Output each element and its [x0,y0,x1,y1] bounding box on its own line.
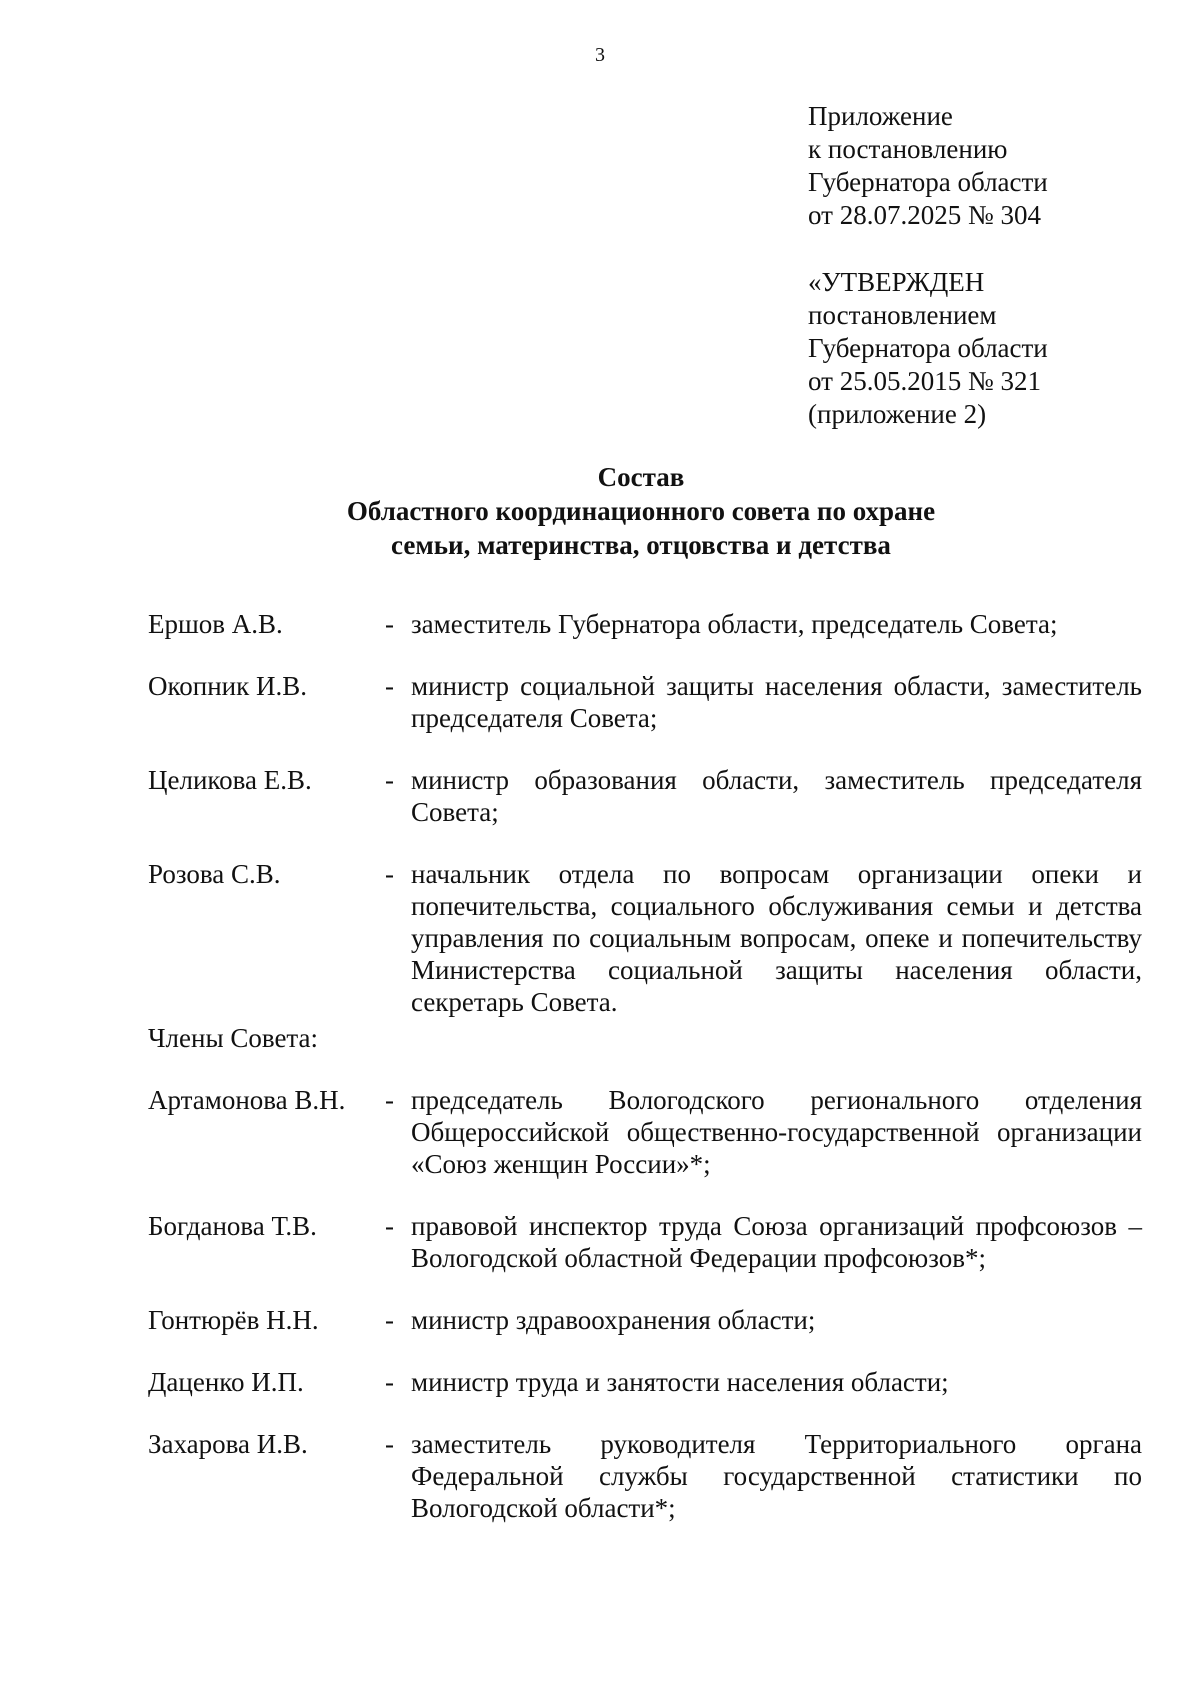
member-name: Богданова Т.В. [148,1211,317,1241]
dash-separator: - [385,765,394,795]
appendix-line: Губернатора области [808,167,1048,197]
member-position: заместитель Губернатора области, председатель Совета; [411,609,1058,639]
dash-separator: - [385,859,394,889]
member-name: Даценко И.П. [148,1367,304,1397]
approved-line: «УТВЕРЖДЕН [808,267,985,297]
member-name: Захарова И.В. [148,1429,308,1459]
page-number: 3 [595,44,605,66]
dash-separator: - [385,609,394,639]
document-title [0,460,1200,562]
member-row [148,858,1142,1018]
title-line: Областного координационного совета по охране [346,496,936,526]
members-label: Члены Совета: [148,1023,319,1053]
approved-line: от 25.05.2015 № 321 [808,366,1041,396]
member-position: министр здравоохранения области; [411,1305,816,1335]
dash-separator: - [385,1305,394,1335]
appendix-line: от 28.07.2025 № 304 [808,200,1041,230]
member-position: начальник отдела по вопросам организации опеки и попечительства, социального обслуживания семьи и детства управления по социальным вопросам, опеке и попечительству Министерства социальной защиты населения области, секретарь Совета. [411,859,1142,1017]
member-name: Окопник И.В. [148,671,307,701]
dash-separator: - [385,671,394,701]
member-row [148,1304,1142,1336]
appendix-line: к постановлению [808,134,1008,164]
dash-separator: - [385,1367,394,1397]
council-composition [148,608,1142,1524]
dash-separator: - [385,1429,394,1459]
member-position: заместитель руководителя Территориального органа Федеральной службы государственной статистики по Вологодской области*; [411,1429,1142,1523]
title-line: семьи, материнства, отцовства и детства [391,530,891,560]
member-row [148,608,1142,640]
dash-separator: - [385,1211,394,1241]
member-name: Целикова Е.В. [148,765,312,795]
member-position: министр социальной защиты населения области, заместитель председателя Совета; [411,671,1142,733]
member-row [148,1210,1142,1274]
approved-block [808,266,1048,431]
member-name: Гонтюрёв Н.Н. [148,1305,319,1335]
member-name: Розова С.В. [148,859,281,889]
member-position: министр труда и занятости населения области; [411,1367,949,1397]
member-row [148,1366,1142,1398]
member-position: председатель Вологодского регионального отделения Общероссийской общественно-государственной организации «Союз женщин России»*; [411,1085,1142,1179]
approved-line: (приложение 2) [808,399,987,429]
dash-separator: - [385,1085,394,1115]
member-name: Ершов А.В. [148,609,283,639]
member-position: правовой инспектор труда Союза организаций профсоюзов – Вологодской областной Федерации профсоюзов*; [411,1211,1142,1273]
appendix-line: Приложение [808,101,953,131]
member-name: Артамонова В.Н. [148,1085,346,1115]
title-line: Состав [597,462,685,492]
appendix-block [808,100,1048,232]
member-row [148,764,1142,828]
member-row [148,1084,1142,1180]
approved-line: Губернатора области [808,333,1048,363]
member-row [148,1428,1142,1524]
member-row [148,670,1142,734]
member-position: министр образования области, заместитель председателя Совета; [411,765,1142,827]
approved-line: постановлением [808,300,997,330]
